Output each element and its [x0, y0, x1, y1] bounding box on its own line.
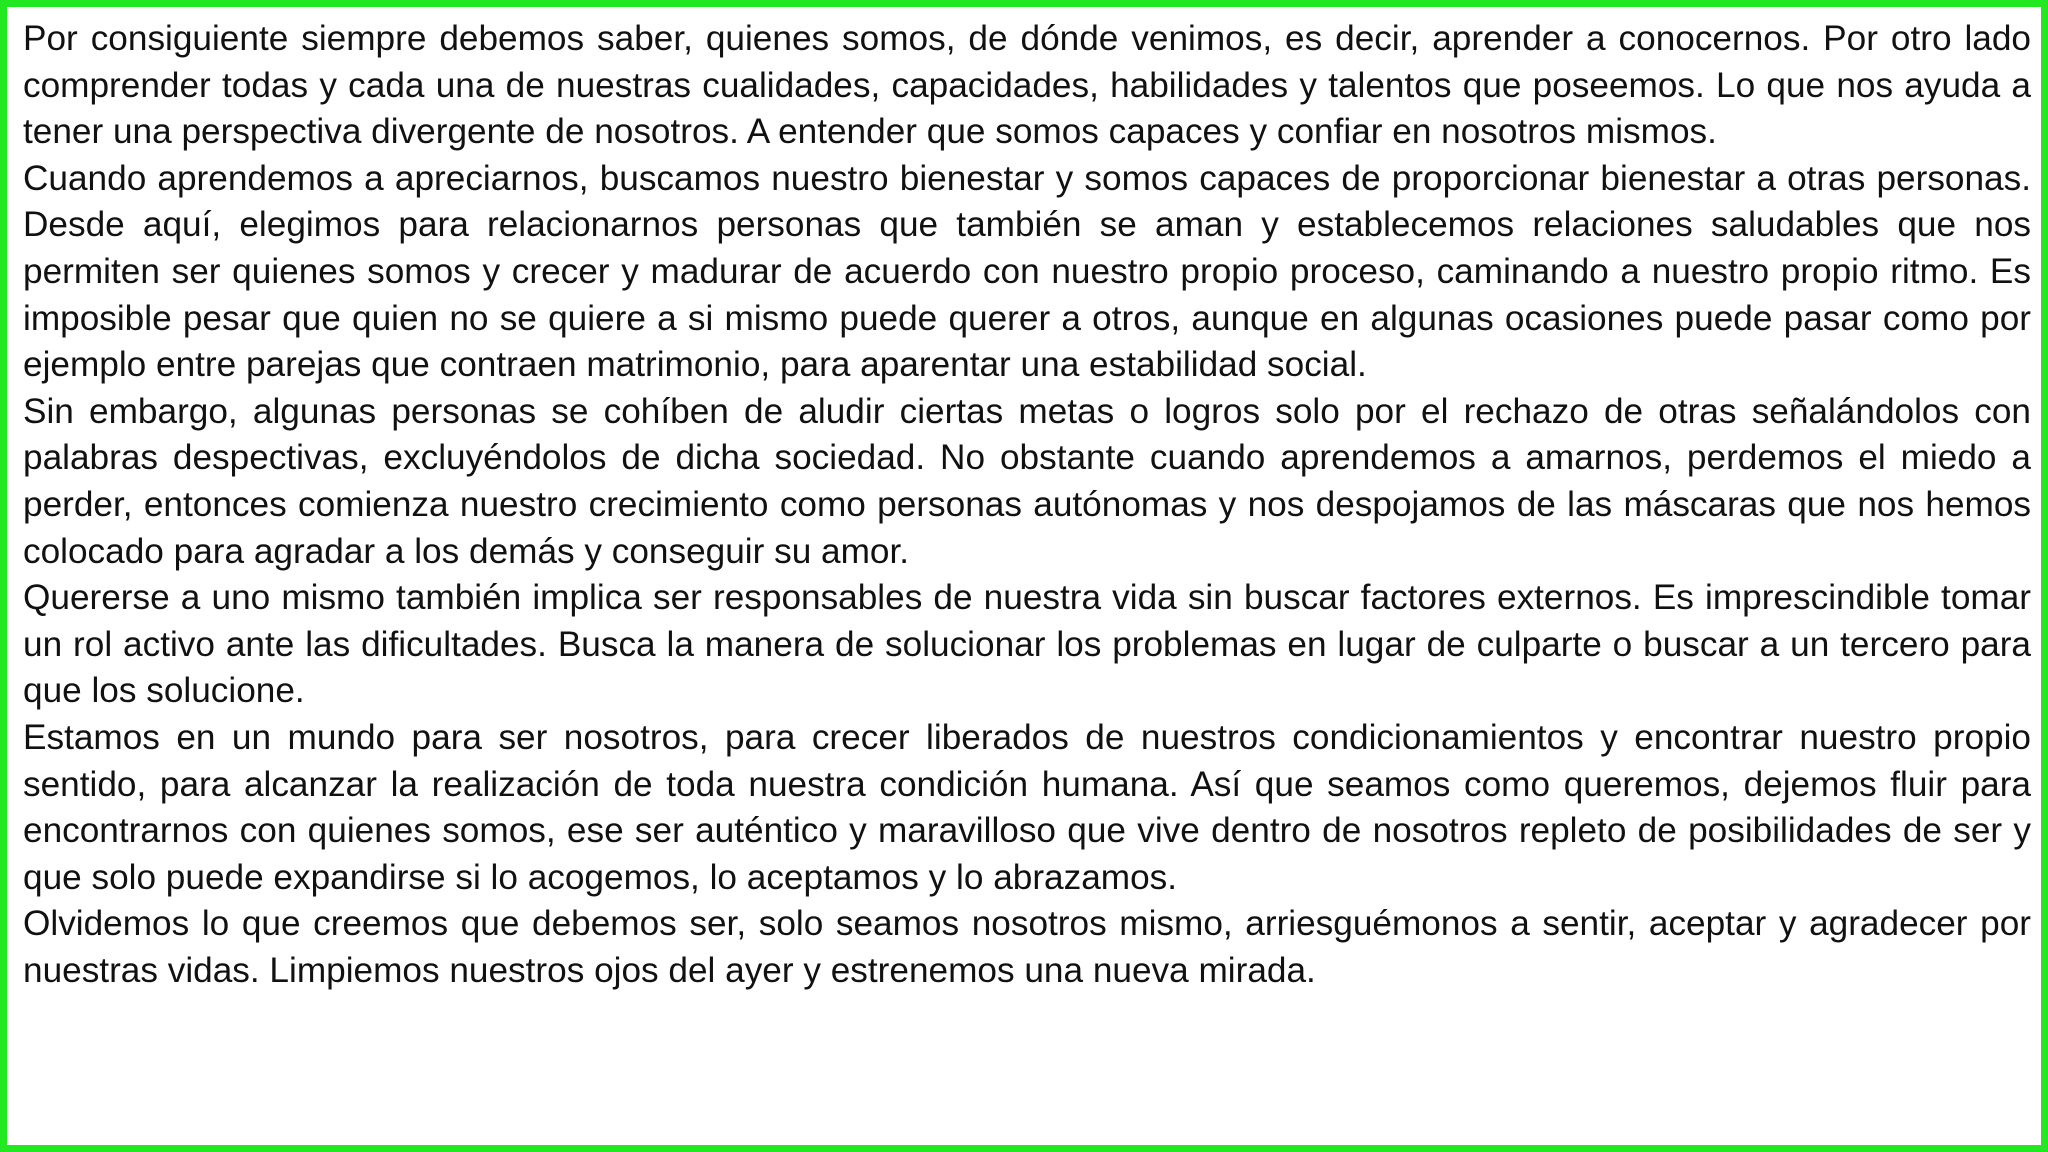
paragraph-4: Quererse a uno mismo también implica ser responsables de nuestra vida sin buscar factores externos. Es imprescindible tomar un rol activo ante las dificultades. Busca la manera de solucionar los problemas en lugar de culparte o buscar a un tercero para que los solucione. — [23, 578, 2031, 711]
paragraph-3: Sin embargo, algunas personas se cohíben de aludir ciertas metas o logros solo por el rechazo de otras señalándolos con palabras despectivas, excluyéndolos de dicha sociedad. No obstante cuando aprendemos a amarnos, perdemos el miedo a perder, entonces comienza nuestro crecimiento como personas autónomas y nos despojamos de las máscaras que nos hemos colocado para agradar a los demás y conseguir su amor. — [23, 391, 2031, 571]
document-body — [23, 16, 2031, 994]
paragraph-1: Por consiguiente siempre debemos saber, quienes somos, de dónde venimos, es decir, aprender a conocernos. Por otro lado comprender todas y cada una de nuestras cualidades, capacidades, habilidades y talentos que poseemos. Lo que nos ayuda a tener una perspectiva divergente de nosotros. A entender que somos capaces y confiar en nosotros mismos. — [23, 19, 2031, 152]
paragraph-6: Olvidemos lo que creemos que debemos ser, solo seamos nosotros mismo, arriesguémonos a sentir, aceptar y agradecer por nuestras vidas. Limpiemos nuestros ojos del ayer y estrenemos una nueva mirada. — [23, 904, 2031, 990]
paragraph-5: Estamos en un mundo para ser nosotros, para crecer liberados de nuestros condicionamientos y encontrar nuestro propio sentido, para alcanzar la realización de toda nuestra condición humana. Así que seamos como queremos, dejemos fluir para encontrarnos con quienes somos, ese ser auténtico y maravilloso que vive dentro de nosotros repleto de posibilidades de ser y que solo puede expandirse si lo acogemos, lo aceptamos y lo abrazamos. — [23, 717, 2031, 897]
paragraph-2: Cuando aprendemos a apreciarnos, buscamos nuestro bienestar y somos capaces de proporcionar bienestar a otras personas. Desde aquí, elegimos para relacionarnos personas que también se aman y establecemos relaciones saludables que nos permiten ser quienes somos y crecer y madurar de acuerdo con nuestro propio proceso, caminando a nuestro propio ritmo. Es imposible pesar que quien no se quiere a si mismo puede querer a otros, aunque en algunas ocasiones puede pasar como por ejemplo entre parejas que contraen matrimonio, para aparentar una estabilidad social. — [23, 158, 2031, 385]
